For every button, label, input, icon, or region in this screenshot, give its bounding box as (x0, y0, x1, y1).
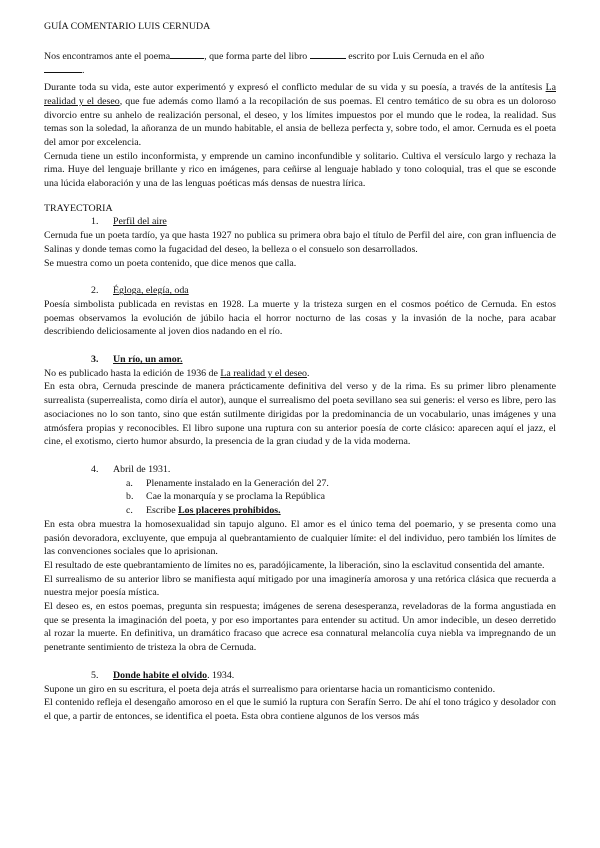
section-5-paragraph-2: El contenido refleja el desengaño amoroso en el que le sumió la ruptura con Serafín Serro. De ahí el tono trágico y desolador con el que, a partir de entonces, se identifica el poeta. Esta obra contiene algunos de los versos más (44, 697, 556, 722)
section-number: 4. (91, 463, 99, 475)
section-title: Un río, un amor. (113, 354, 183, 366)
trayectoria-heading: TRAYECTORIA (44, 202, 113, 214)
section-title: Abril de 1931. (113, 463, 171, 475)
list-text: Plenamente instalado en la Generación del 27. (146, 477, 329, 489)
document-title: GUÍA COMENTARIO LUIS CERNUDA (44, 21, 211, 32)
book-title-underlined: La realidad y el deseo (220, 367, 307, 379)
section-1-paragraph-2: Se muestra como un poeta contenido, que dice menos que calla. (44, 257, 297, 269)
blank-poem (170, 49, 204, 59)
section-4-heading (44, 463, 556, 477)
section-title: Égloga, elegía, oda (113, 285, 189, 297)
list-letter: a. (126, 477, 133, 489)
section-number: 2. (91, 285, 99, 297)
list-letter: c. (126, 505, 133, 517)
section-5-heading (44, 669, 556, 683)
intro-text: Nos encontramos ante el poema (44, 50, 171, 62)
section-title: Perfil del aire (113, 216, 167, 228)
intro-text: . (82, 65, 85, 77)
intro-text: escrito por Luis Cernuda en el año (348, 50, 485, 62)
section-number: 1. (91, 216, 99, 228)
intro-text: , que fue además como llamó a la recopilación de sus poemas. El centro temático de su obra es un doloroso divorcio entre su anhelo de realización personal, el deseo, y los límites impuestos por el mundo que le rodea, la realidad. Sus temas son la soledad, la añoranza de un mundo habitable, el ansia de belleza perfecta y, sobre todo, el amor. Cernuda es el poeta del amor por excelencia. (44, 95, 556, 148)
intro-text: Durante toda su vida, este autor experimentó y expresó el conflicto medular de su vida y su poesía, a través de la antítesis (44, 82, 546, 94)
section-title: Donde habite el olvido (113, 669, 208, 681)
section-text: No es publicado hasta la edición de 1936 de (44, 367, 221, 379)
section-4-paragraph-2: El resultado de este quebrantamiento de límites no es, paradójicamente, la liberación, sino la esclavitud consentida del amante. (44, 559, 545, 571)
list-letter: b. (126, 491, 134, 503)
section-4-paragraph-4: El deseo es, en estos poemas, pregunta sin respuesta; imágenes de serena desesperanza, reveladoras de la forma angustiada en que se presenta la imaginación del poeta, y por eso importantes para entender su actitud. Un amor indecible, un deseo derretido al rozar la muerte. En definitiva, un dramático fracaso que acrece esa connatural melancolía cuya niebla va impregnando de un penetrante sentimiento de tristeza la obra de Cernuda. (44, 601, 556, 654)
blank-year (44, 63, 82, 73)
section-date: . 1934. (207, 669, 235, 681)
list-text: Escribe (146, 505, 179, 517)
section-3-heading (44, 353, 556, 367)
list-item (44, 490, 556, 504)
section-1-paragraph-1: Cernuda fue un poeta tardío, ya que hasta 1927 no publica su primera obra bajo el título de Perfil del aire, con gran influencia de Salinas y donde temas como la fugacidad del deseo, la belleza o el consuelo son desarrollados. (44, 230, 556, 255)
section-1-heading (44, 215, 556, 229)
book-title-underlined: La realidad y el deseo (44, 82, 556, 107)
section-2-heading (44, 284, 556, 298)
list-item (44, 504, 556, 518)
book-title-bold: Los placeres prohibidos. (178, 505, 281, 517)
section-4-paragraph-1: En esta obra muestra la homosexualidad sin tapujo alguno. El amor es el único tema del poemario, y se presenta como una pasión devoradora, excluyente, que empuja al quebrantamiento de cualquier límite: el del individuo, pero también los límites de las convenciones sociales que lo aprisionan. (44, 518, 556, 558)
intro-paragraph-1 (44, 49, 556, 78)
intro-paragraph-2 (44, 81, 556, 150)
intro-text: , que forma parte del libro (204, 50, 308, 62)
section-3-paragraph-1 (44, 367, 556, 381)
section-4-paragraph-3: El surrealismo de su anterior libro se manifiesta aquí mitigado por una imaginería amorosa y una retórica clásica que recuerda a nuestra mejor poesía mística. (44, 573, 556, 599)
list-text: Cae la monarquía y se proclama la República (146, 491, 326, 503)
blank-book (310, 49, 346, 59)
section-3-paragraph-2: En esta obra, Cernuda prescinde de manera prácticamente definitiva del verso y de la rima. Es su primer libro plenamente surrealista (superrealista, como diría el autor), aunque el surrealismo del poeta sevillano sea sui generis: el verso es libre, pero las asociaciones no lo son tanto, sino que están sutilmente dirigidas por la predominancia de un vocabulario, unas imágenes y una atmósfera propias y reconocibles. El libro supone una ruptura con su anterior poesía de corte clásico: aparecen aquí el jazz, el cine, el exotismo, cierto humor absurdo, la presencia de la gran ciudad y de la vida moderna. (44, 381, 556, 448)
section-5-paragraph-1: Supone un giro en su escritura, el poeta deja atrás el surrealismo para orientarse hacia un romanticismo contenido. (44, 683, 496, 695)
section-number: 5. (91, 669, 99, 681)
intro-paragraph-3: Cernuda tiene un estilo inconformista, y emprende un camino inconfundible y solitario. Cultiva el versículo largo y rechaza la rima. Huye del lenguaje brillante y rico en imágenes, para ceñirse al lenguaje hablado y tono coloquial, tras el que se esconde una lúcida elaboración y una de las lenguas poéticas más densas de nuestra lírica. (44, 150, 556, 190)
section-number: 3. (91, 354, 99, 366)
section-text: . (306, 367, 310, 379)
list-item (44, 477, 556, 491)
section-4-list (44, 477, 556, 518)
section-2-paragraph-1: Poesía simbolista publicada en revistas en 1928. La muerte y la tristeza surgen en el cosmos poético de Cernuda. En estos poemas observamos la evolución de júbilo hacia el horror nocturno de las cosas y la invasión de la noche, para acabar describiendo deliciosamente al joven dios nadando en el río. (44, 298, 556, 338)
